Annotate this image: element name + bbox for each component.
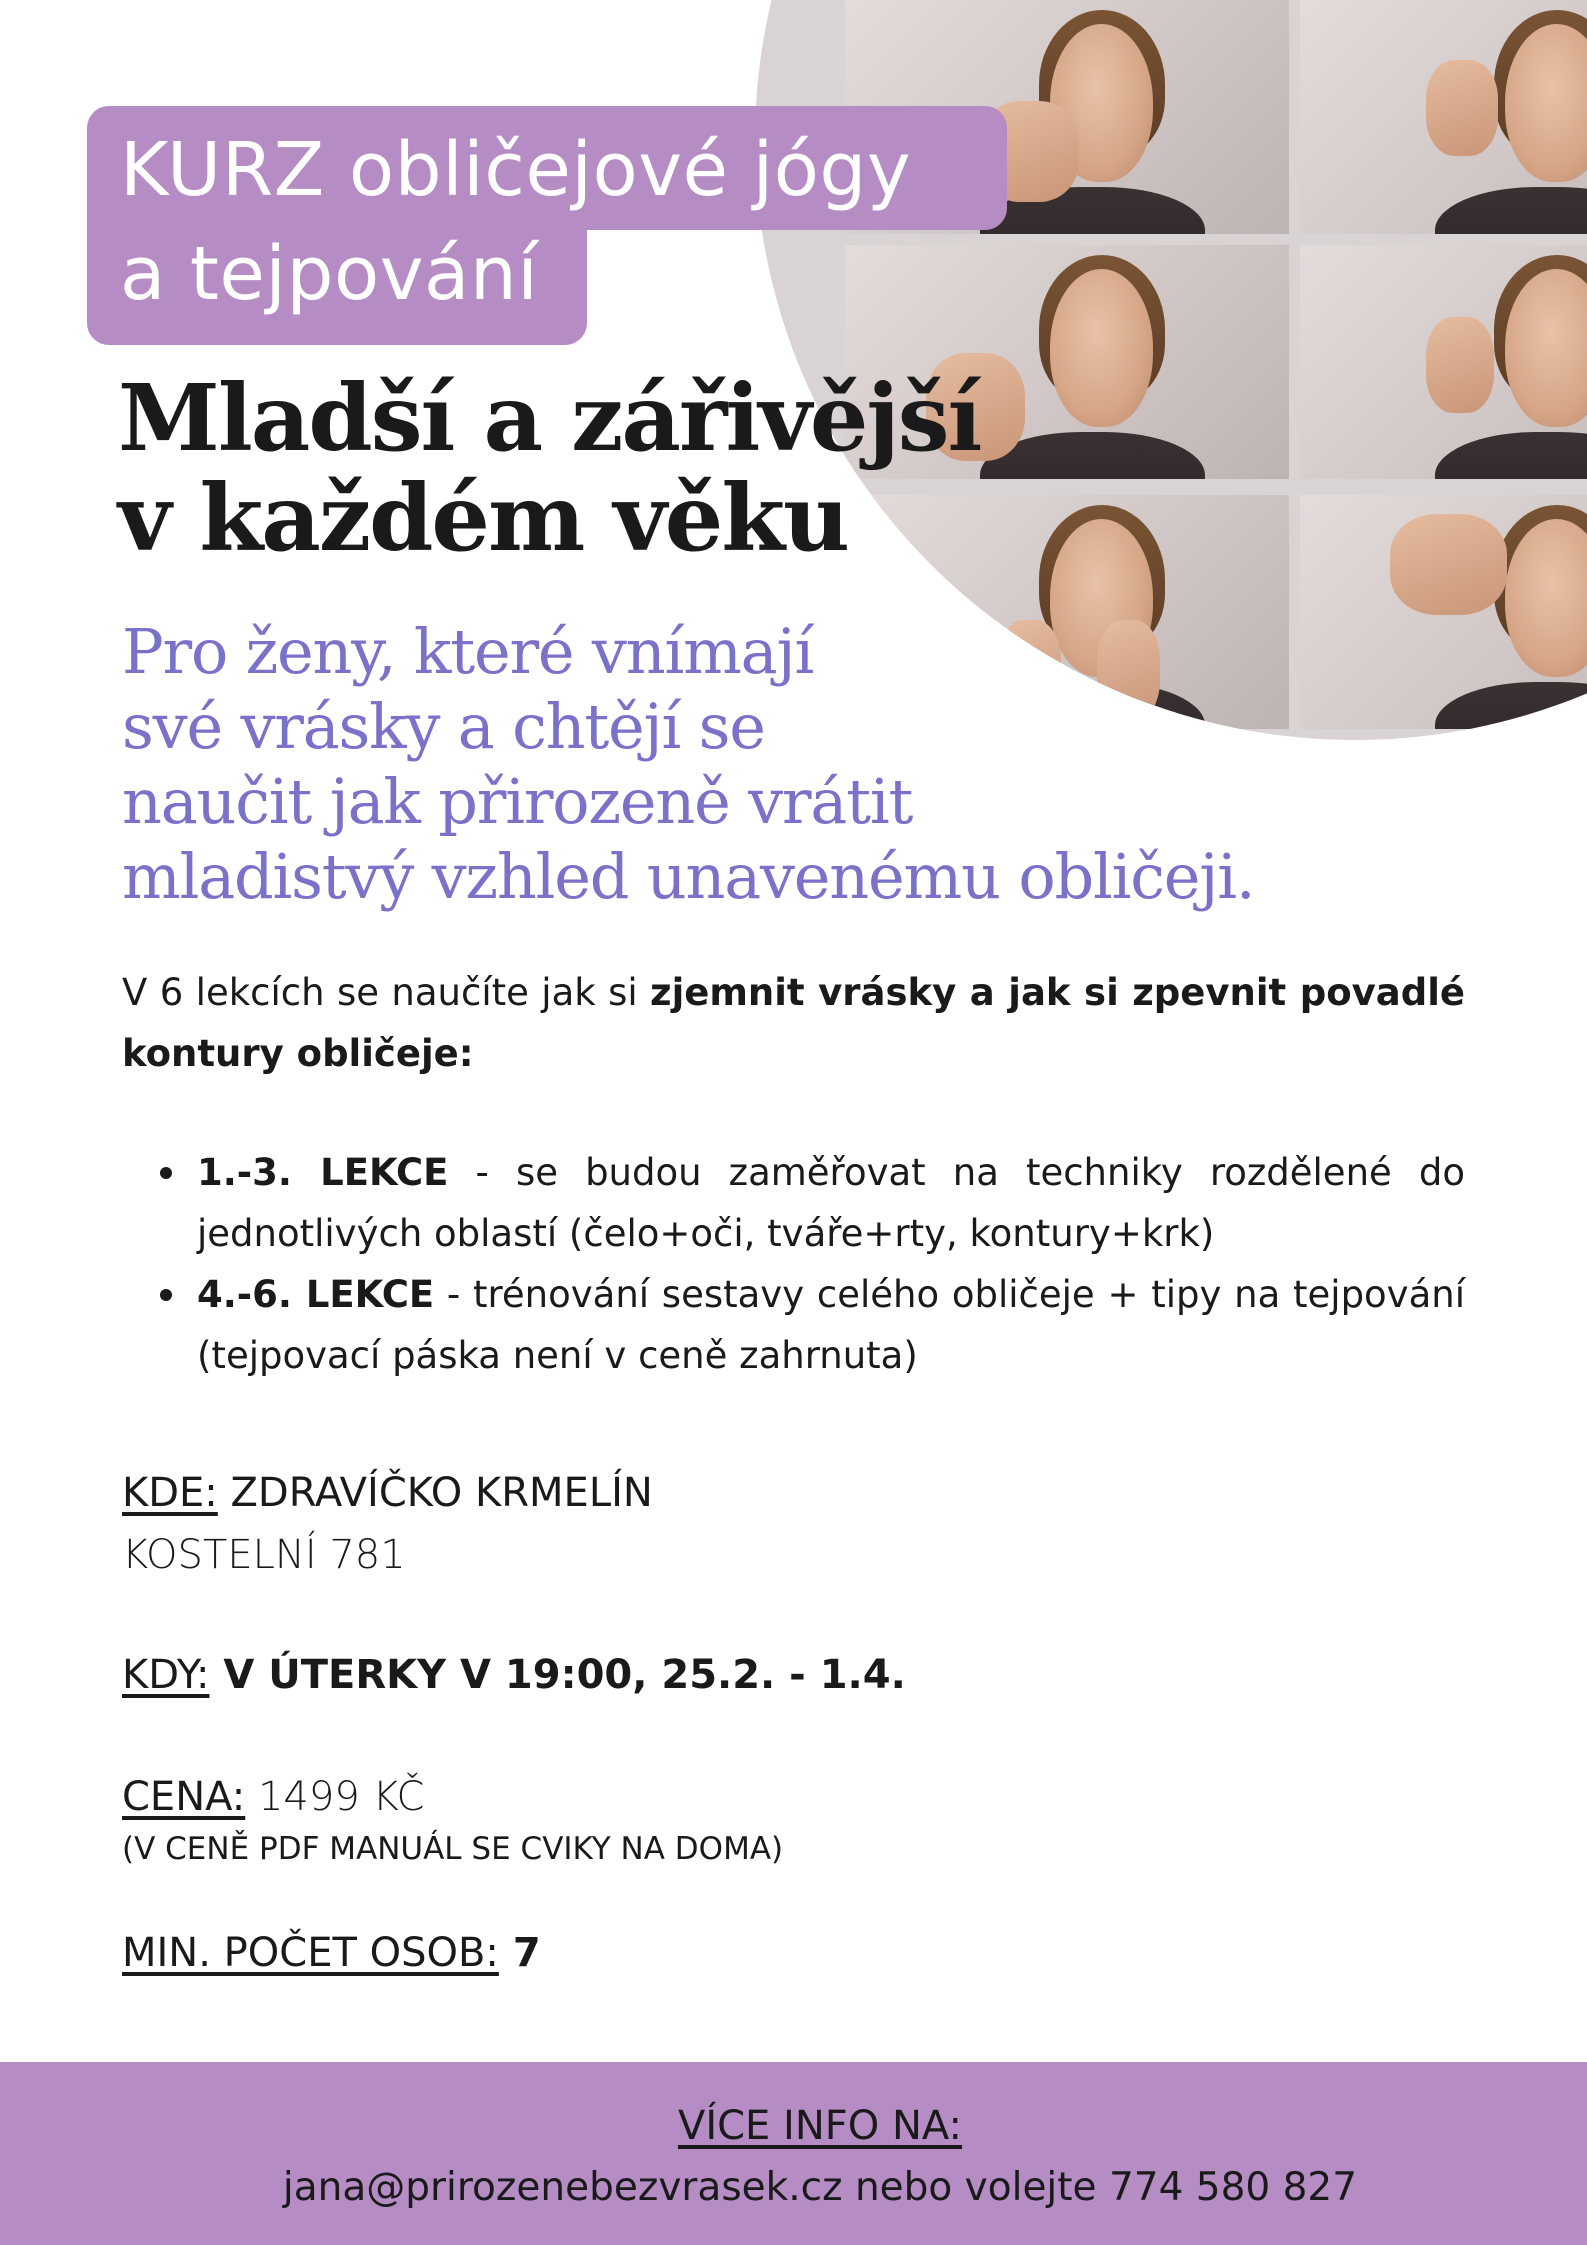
location-value: ZDRAVÍČKO KRMELÍN: [217, 1470, 653, 1516]
hand-shape: [1390, 514, 1507, 615]
list-item: [122, 1264, 1465, 1386]
photo-tile: [1300, 245, 1587, 479]
subhead-line-2: své vrásky a chtějí se: [122, 690, 765, 763]
price-info: [122, 1766, 424, 1828]
footer-contact[interactable]: jana@prirozenebezvrasek.cz nebo volejte 774 580 827: [282, 2165, 1358, 2210]
min-participants-value: 7: [498, 1930, 541, 1976]
hand-shape: [1426, 317, 1494, 413]
lesson-list: [122, 1142, 1465, 1386]
shirt-shape: [1435, 187, 1587, 234]
footer-title: VÍCE INFO NA:: [677, 2103, 963, 2149]
price-value: 1499 KČ: [245, 1774, 425, 1820]
lesson-description: - trénování sestavy celého obličeje + tipy na tejpování (tejpovací páska není v ceně zahrnuta): [197, 1273, 1465, 1377]
course-badge-line-1: KURZ obličejové jógy: [120, 127, 912, 213]
location-address: KOSTELNÍ 781: [122, 1532, 406, 1578]
course-badge-line-2: a tejpování: [120, 231, 539, 317]
headline-line-1: Mladší a zářivější: [118, 364, 981, 472]
subhead-line-3: naučit jak přirozeně vrátit: [122, 765, 913, 838]
min-participants-label: MIN. POČET OSOB:: [122, 1930, 499, 1976]
location-label: KDE:: [122, 1470, 218, 1516]
shirt-shape: [1435, 682, 1587, 729]
lesson-title: 1.-3. LEKCE: [197, 1151, 449, 1194]
min-participants-info: [122, 1922, 541, 1984]
course-intro-highlight: zjemnit vrásky a jak si zpevnit povadlé kontury obličeje:: [122, 971, 1465, 1075]
photo-tile: [1300, 0, 1587, 234]
face-shape: [1050, 269, 1154, 427]
headline: [118, 364, 998, 572]
list-item: [122, 1142, 1465, 1264]
course-intro: [122, 962, 1465, 1084]
subhead-line-4: mladistvý vzhled unavenému obličeji.: [122, 840, 1255, 913]
headline-line-2: v každém věku: [118, 464, 848, 572]
price-note: (V CENĚ PDF MANUÁL SE CVIKY NA DOMA): [122, 1831, 784, 1867]
location-info: [122, 1462, 653, 1586]
course-badge: [120, 118, 1020, 326]
shirt-shape: [1435, 432, 1587, 479]
subhead-line-1: Pro ženy, které vnímají: [122, 615, 814, 688]
schedule-value: V ÚTERKY V 19:00, 25.2. - 1.4.: [209, 1652, 906, 1698]
target-audience-subhead: [122, 614, 1442, 914]
schedule-label: KDY:: [122, 1652, 210, 1698]
lesson-description: - se budou zaměřovat na techniky rozdělené do jednotlivých oblastí (čelo+oči, tváře+rty, kontury+krk): [197, 1151, 1465, 1255]
hand-shape: [1426, 60, 1498, 156]
price-label: CENA:: [122, 1774, 246, 1820]
bullet-icon: [160, 1167, 172, 1179]
course-intro-text: V 6 lekcích se naučíte jak si: [122, 971, 651, 1014]
lesson-title: 4.-6. LEKCE: [197, 1273, 435, 1316]
schedule-info: [122, 1644, 906, 1706]
bullet-icon: [160, 1289, 172, 1301]
